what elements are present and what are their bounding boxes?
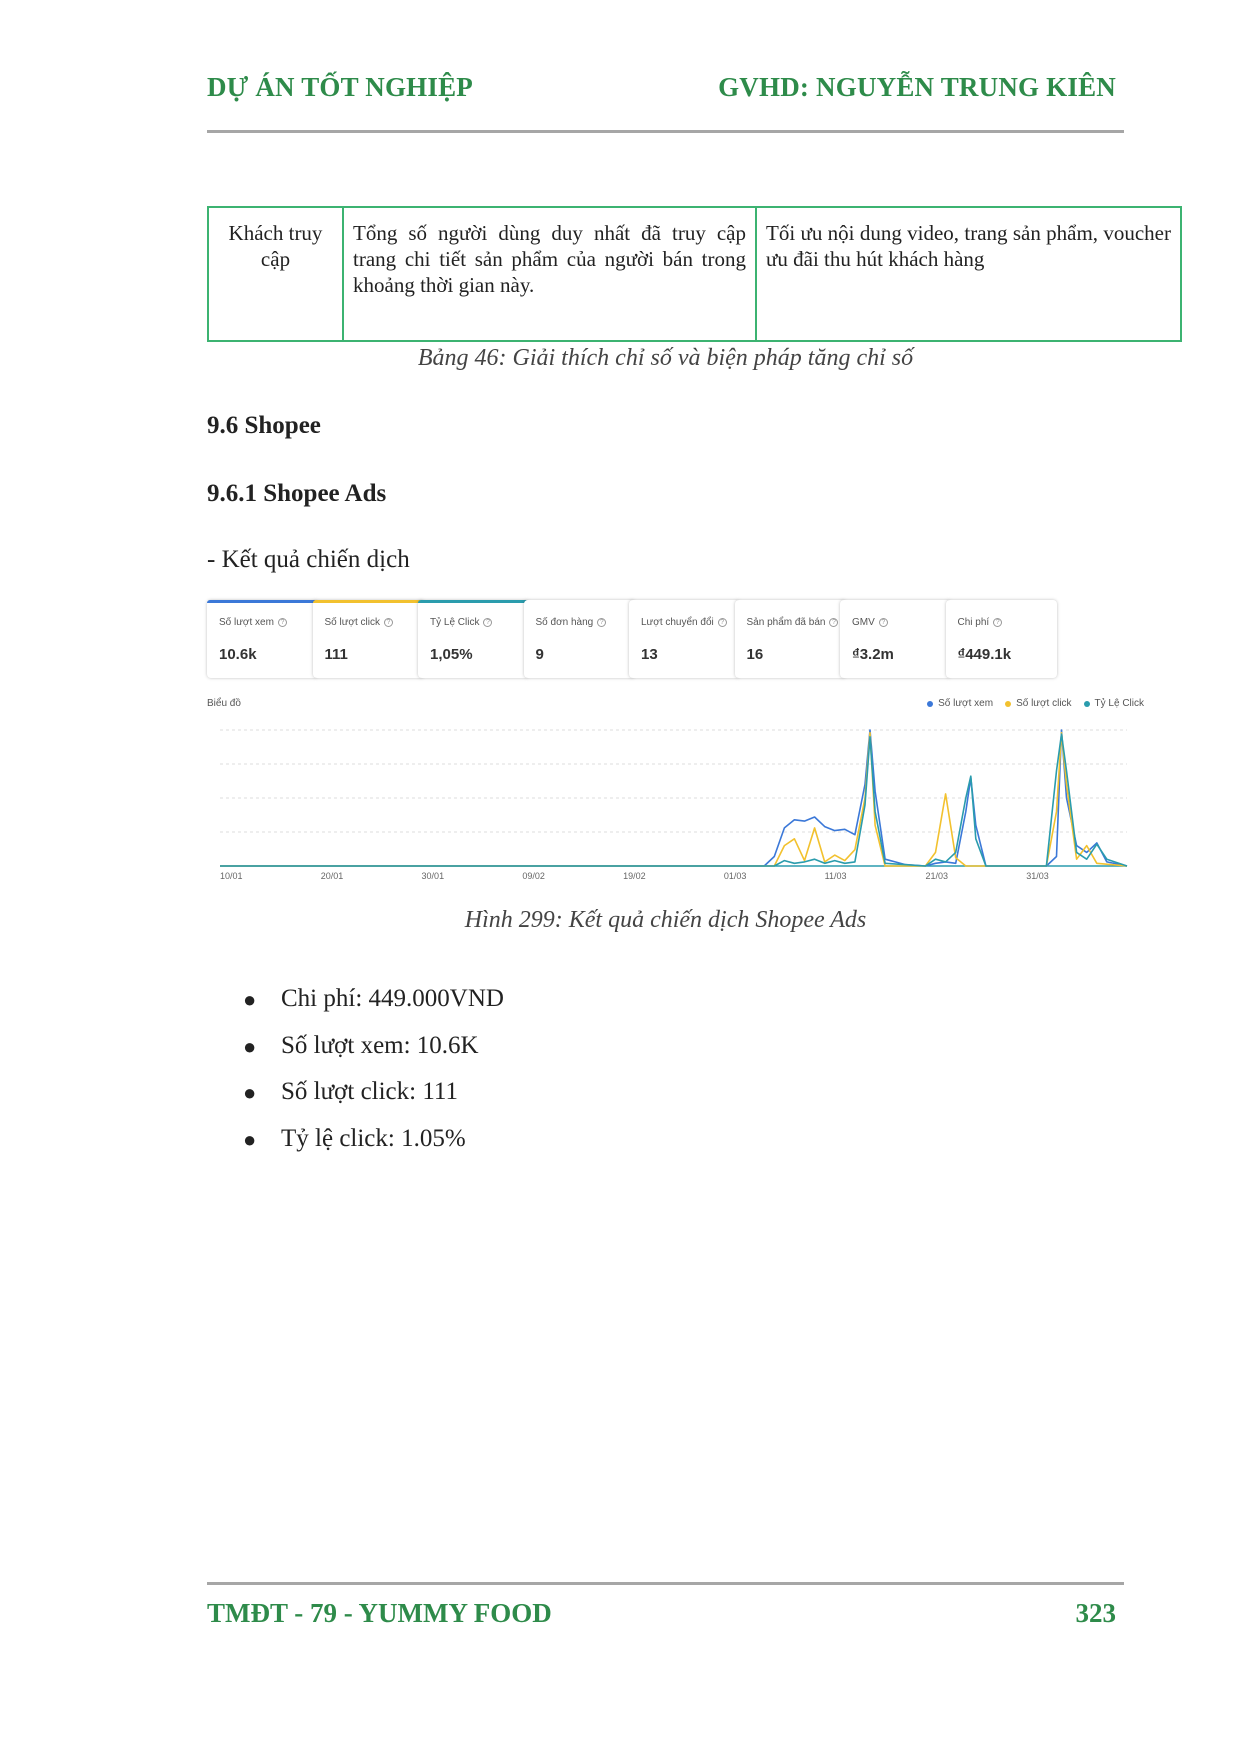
x-tick-label: 11/03 bbox=[824, 871, 847, 881]
metric-cell: Khách truy cập bbox=[208, 207, 343, 341]
help-icon[interactable]: ? bbox=[278, 618, 287, 627]
metric-card[interactable] bbox=[629, 600, 740, 678]
metric-card[interactable] bbox=[946, 600, 1057, 678]
header-divider bbox=[207, 130, 1124, 133]
x-tick-label: 01/03 bbox=[723, 871, 747, 881]
footer-project-name: TMĐT - 79 - YUMMY FOOD bbox=[207, 1598, 552, 1628]
card-value: ₫3.2m bbox=[852, 646, 894, 663]
bullet-icon: ● bbox=[243, 987, 257, 1012]
help-icon[interactable]: ? bbox=[879, 618, 888, 627]
card-value: 1,05% bbox=[430, 646, 473, 663]
card-value: 111 bbox=[324, 646, 348, 663]
explanation-cell: Tổng số người dùng duy nhất đã truy cập trang chi tiết sản phẩm của người bán trong khoảng thời gian này. bbox=[343, 207, 756, 341]
footer-divider bbox=[207, 1582, 1124, 1585]
x-tick-label: 31/03 bbox=[1026, 871, 1049, 881]
list-item bbox=[243, 1032, 504, 1079]
metric-card[interactable] bbox=[418, 600, 529, 678]
card-value: ₫449.1k bbox=[957, 646, 1012, 663]
help-icon[interactable]: ? bbox=[993, 618, 1002, 627]
lead-text: - Kết quả chiến dịch bbox=[207, 546, 410, 573]
help-icon[interactable]: ? bbox=[718, 618, 727, 627]
card-accent-bar bbox=[207, 600, 318, 603]
page-number: 323 bbox=[1075, 1598, 1116, 1628]
bullet-icon: ● bbox=[243, 1080, 257, 1105]
metric-card[interactable] bbox=[735, 600, 846, 678]
help-icon[interactable]: ? bbox=[597, 618, 606, 627]
legend-item[interactable] bbox=[927, 698, 993, 709]
table-caption: Bảng 46: Giải thích chỉ số và biện pháp tăng chỉ số bbox=[417, 345, 914, 371]
header-advisor: GVHD: NGUYỄN TRUNG KIÊN bbox=[718, 72, 1116, 102]
list-item-text: Số lượt click: 111 bbox=[281, 1078, 458, 1105]
series-line bbox=[220, 733, 1127, 866]
solution-cell: Tối ưu nội dung video, trang sản phẩm, voucher ưu đãi thu hút khách hàng bbox=[756, 207, 1181, 341]
list-item bbox=[243, 1125, 504, 1172]
list-item bbox=[243, 1078, 504, 1125]
series-line bbox=[220, 734, 1127, 866]
card-value: 16 bbox=[746, 646, 764, 663]
help-icon[interactable]: ? bbox=[384, 618, 393, 627]
result-list bbox=[243, 985, 504, 1171]
card-label: Sản phẩm đã bán ? bbox=[747, 616, 842, 629]
card-value: 9 bbox=[535, 646, 544, 663]
metric-card[interactable] bbox=[313, 600, 424, 678]
card-value: 10.6k bbox=[219, 646, 257, 663]
legend-label: Tỷ Lệ Click bbox=[1094, 698, 1144, 709]
help-icon[interactable]: ? bbox=[829, 618, 838, 627]
line-chart bbox=[207, 716, 1144, 898]
metric-card[interactable] bbox=[207, 600, 318, 678]
chart-legend bbox=[927, 698, 1144, 709]
legend-label: Số lượt xem bbox=[938, 698, 994, 709]
list-item-text: Chi phí: 449.000VND bbox=[281, 985, 504, 1012]
metric-card[interactable] bbox=[840, 600, 951, 678]
x-tick-label: 21/03 bbox=[925, 871, 948, 881]
x-tick-label: 19/02 bbox=[623, 871, 646, 881]
metric-card[interactable] bbox=[524, 600, 635, 678]
card-accent-bar bbox=[313, 600, 424, 603]
card-label: GMV ? bbox=[852, 616, 947, 629]
bullet-icon: ● bbox=[243, 1126, 257, 1152]
header-project-title: DỰ ÁN TỐT NGHIỆP bbox=[207, 72, 473, 102]
list-item bbox=[243, 985, 504, 1032]
x-tick-label: 10/01 bbox=[220, 871, 243, 881]
section-heading: 9.6 Shopee bbox=[207, 412, 321, 439]
card-label: Số lượt xem ? bbox=[219, 616, 314, 629]
list-item-text: Tỷ lệ click: 1.05% bbox=[281, 1124, 466, 1152]
x-tick-label: 30/01 bbox=[421, 871, 445, 881]
legend-dot-icon bbox=[1005, 701, 1011, 707]
subsection-heading: 9.6.1 Shopee Ads bbox=[207, 480, 387, 507]
bullet-icon: ● bbox=[243, 1033, 257, 1059]
legend-dot-icon bbox=[1084, 701, 1090, 707]
x-tick-label: 09/02 bbox=[522, 871, 545, 881]
table-row bbox=[208, 207, 1181, 341]
legend-dot-icon bbox=[927, 701, 933, 707]
card-label: Tỷ Lệ Click ? bbox=[430, 616, 525, 629]
card-label: Lượt chuyển đổi ? bbox=[641, 616, 736, 629]
shopee-ads-dashboard bbox=[207, 598, 1144, 898]
metric-explanation-table bbox=[207, 206, 1182, 342]
card-accent-bar bbox=[418, 600, 529, 603]
legend-label: Số lượt click bbox=[1016, 698, 1072, 709]
legend-item[interactable] bbox=[1005, 698, 1071, 709]
list-item-text: Số lượt xem: 10.6K bbox=[281, 1031, 479, 1059]
card-label: Chi phí ? bbox=[958, 616, 1053, 629]
card-value: 13 bbox=[641, 646, 658, 663]
x-tick-label: 20/01 bbox=[320, 871, 344, 881]
legend-item[interactable] bbox=[1084, 698, 1144, 709]
card-label: Số đơn hàng ? bbox=[536, 616, 631, 629]
help-icon[interactable]: ? bbox=[483, 618, 492, 627]
card-label: Số lượt click ? bbox=[325, 616, 420, 629]
chart-title: Biểu đồ bbox=[207, 698, 241, 709]
figure-caption: Hình 299: Kết quả chiến dịch Shopee Ads bbox=[464, 907, 867, 933]
